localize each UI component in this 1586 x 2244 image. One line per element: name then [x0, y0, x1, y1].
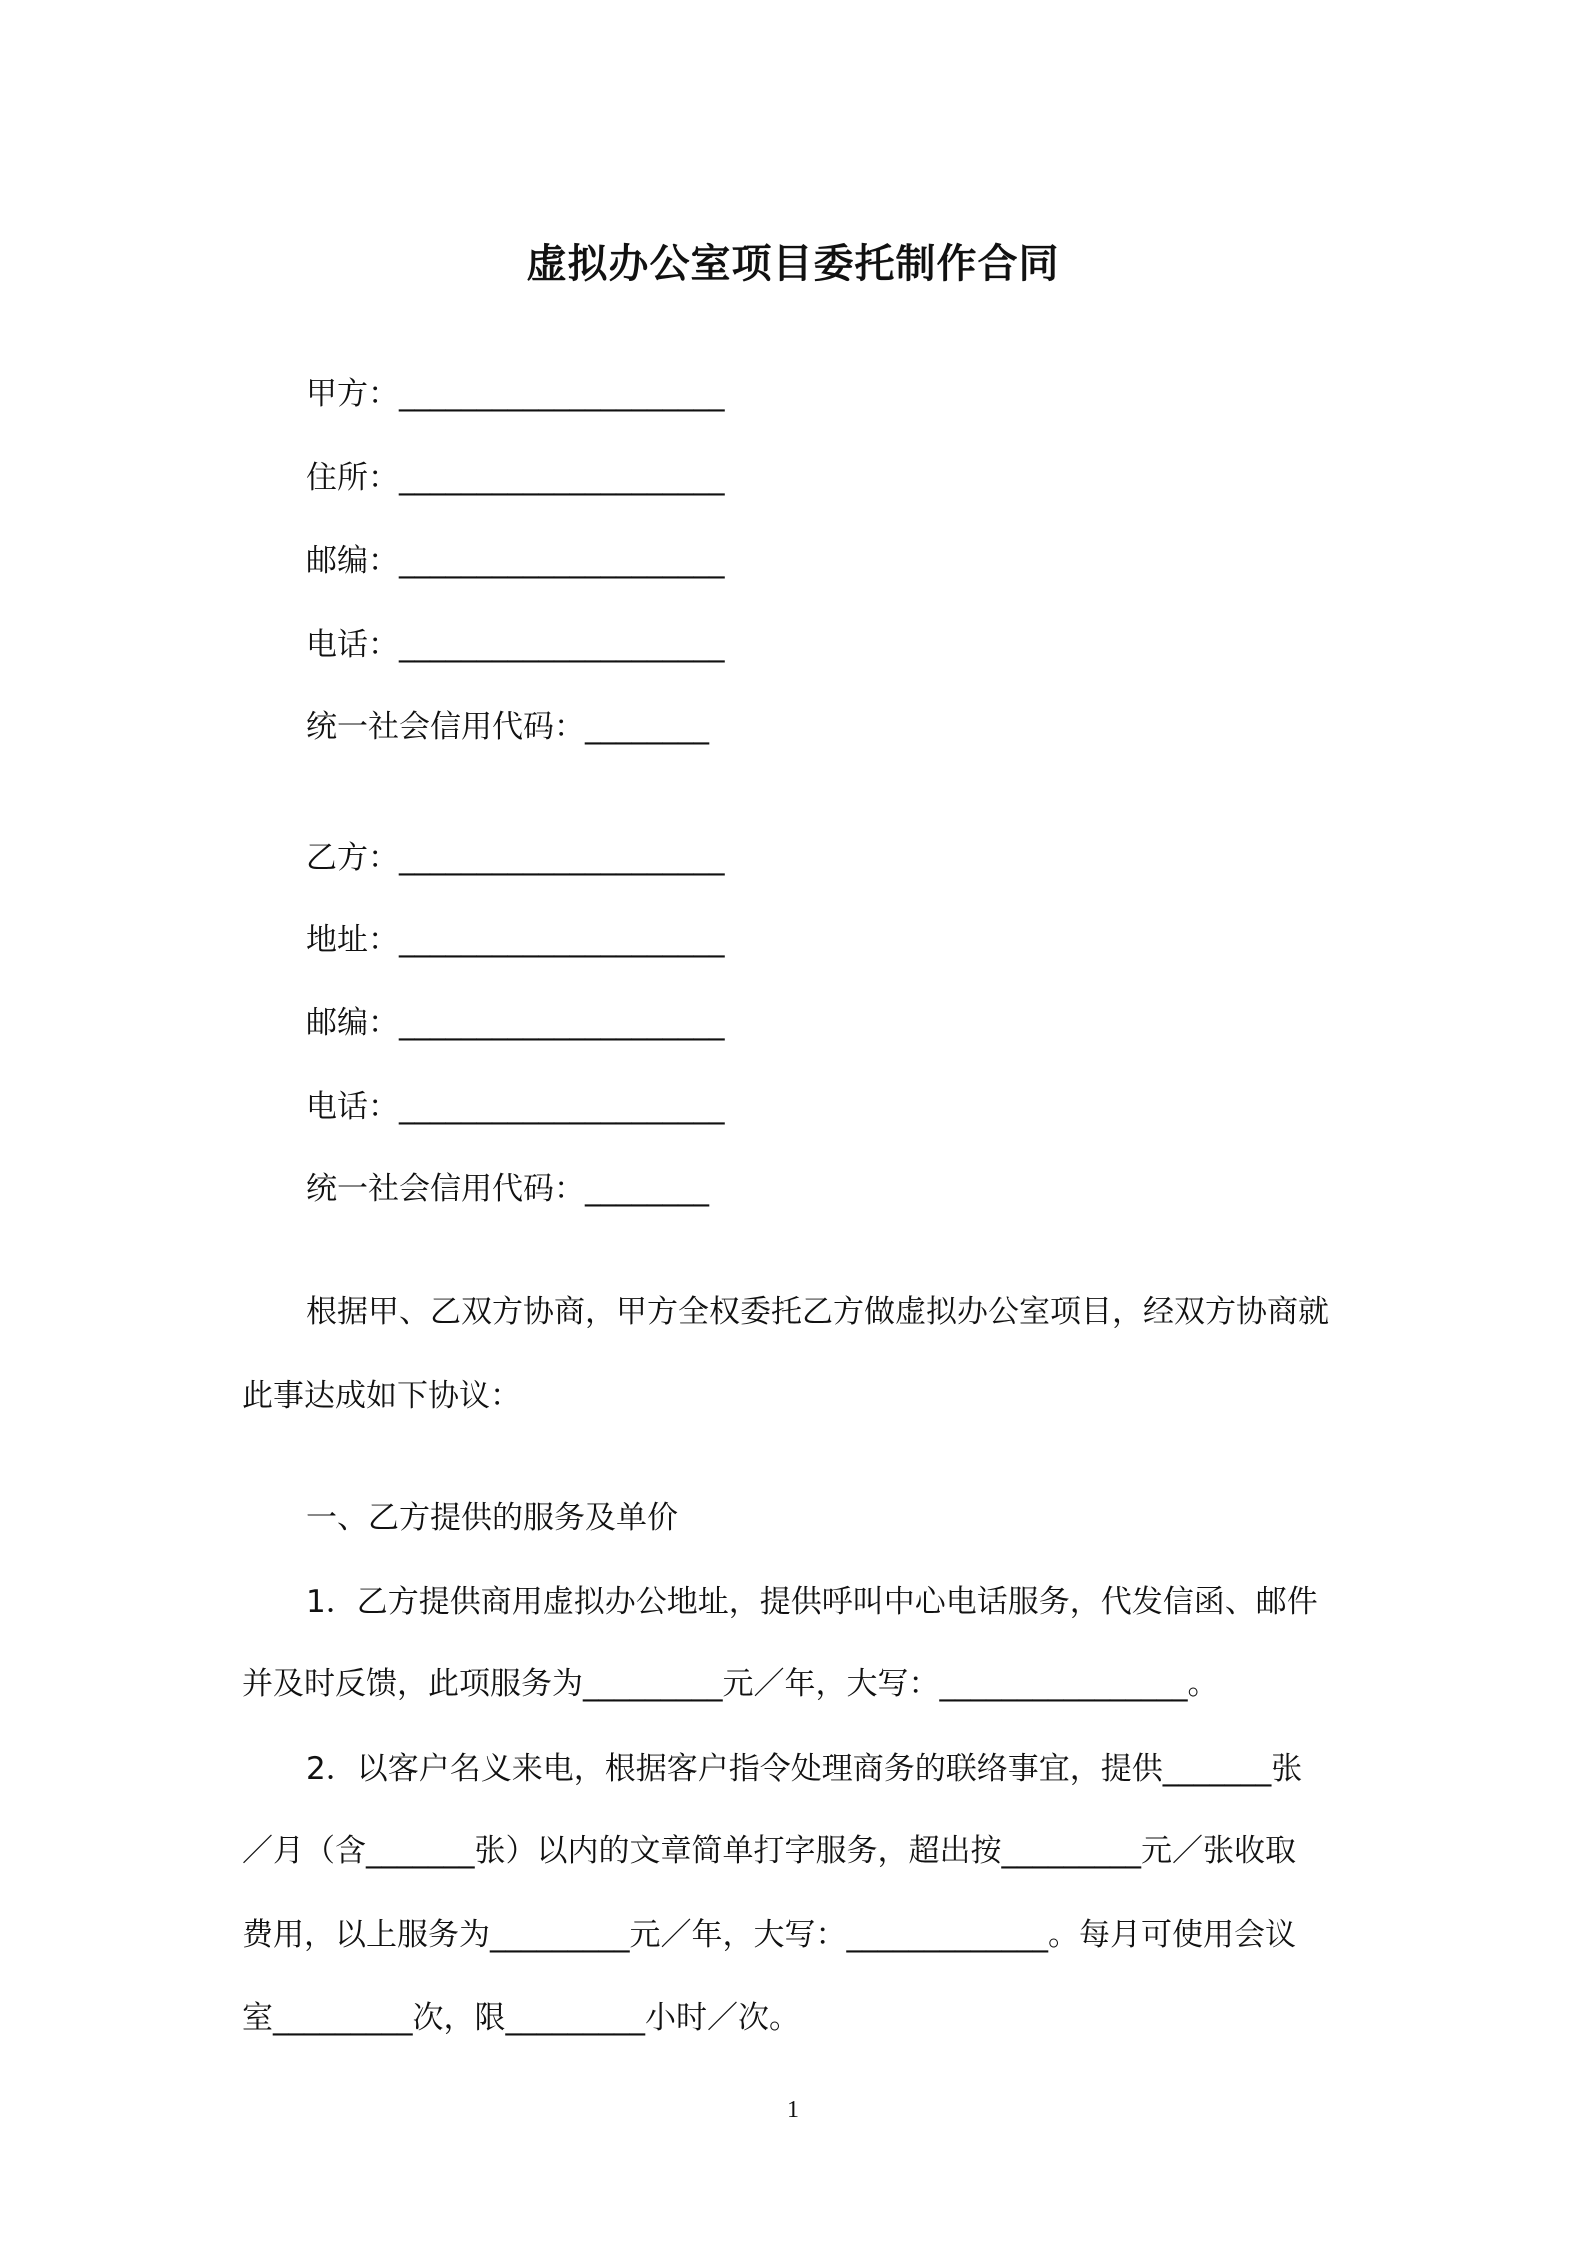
- party-b-postcode-field: 邮编：_____________________: [306, 1005, 725, 1041]
- item-1-line-1: 1．乙方提供商用虚拟办公地址，提供呼叫中心电话服务，代发信函、邮件: [306, 1584, 1318, 1620]
- item-1-line-2: 并及时反馈，此项服务为_________元／年，大写：________________。: [242, 1666, 1219, 1702]
- party-a-address-field: 住所：_____________________: [306, 460, 725, 496]
- party-b-credit-code-field: 统一社会信用代码：________: [306, 1171, 709, 1207]
- party-b-phone-field: 电话：_____________________: [306, 1089, 725, 1125]
- item-2-line-4: 室_________次，限_________小时／次。: [242, 2000, 800, 2036]
- document-title: 虚拟办公室项目委托制作合同: [526, 241, 1060, 287]
- intro-line-2: 此事达成如下协议：: [242, 1378, 521, 1414]
- party-a-phone-field: 电话：_____________________: [306, 627, 725, 663]
- party-b-name-field: 乙方：_____________________: [306, 840, 725, 876]
- section-1-heading: 一、乙方提供的服务及单价: [306, 1500, 678, 1536]
- party-b-address-field: 地址：_____________________: [306, 922, 725, 958]
- party-a-postcode-field: 邮编：_____________________: [306, 543, 725, 579]
- party-a-credit-code-field: 统一社会信用代码：________: [306, 709, 709, 745]
- item-2-line-2: ／月（含_______张）以内的文章简单打字服务，超出按_________元／张收取: [242, 1833, 1296, 1869]
- intro-line-1: 根据甲、乙双方协商，甲方全权委托乙方做虚拟办公室项目，经双方协商就: [306, 1294, 1329, 1330]
- party-a-name-field: 甲方：_____________________: [306, 376, 725, 412]
- item-2-line-3: 费用，以上服务为_________元／年，大写：_____________。每月可使用会议: [242, 1917, 1296, 1953]
- page-number: 1: [787, 2097, 799, 2123]
- item-2-line-1: 2．以客户名义来电，根据客户指令处理商务的联络事宜，提供_______张: [306, 1751, 1303, 1787]
